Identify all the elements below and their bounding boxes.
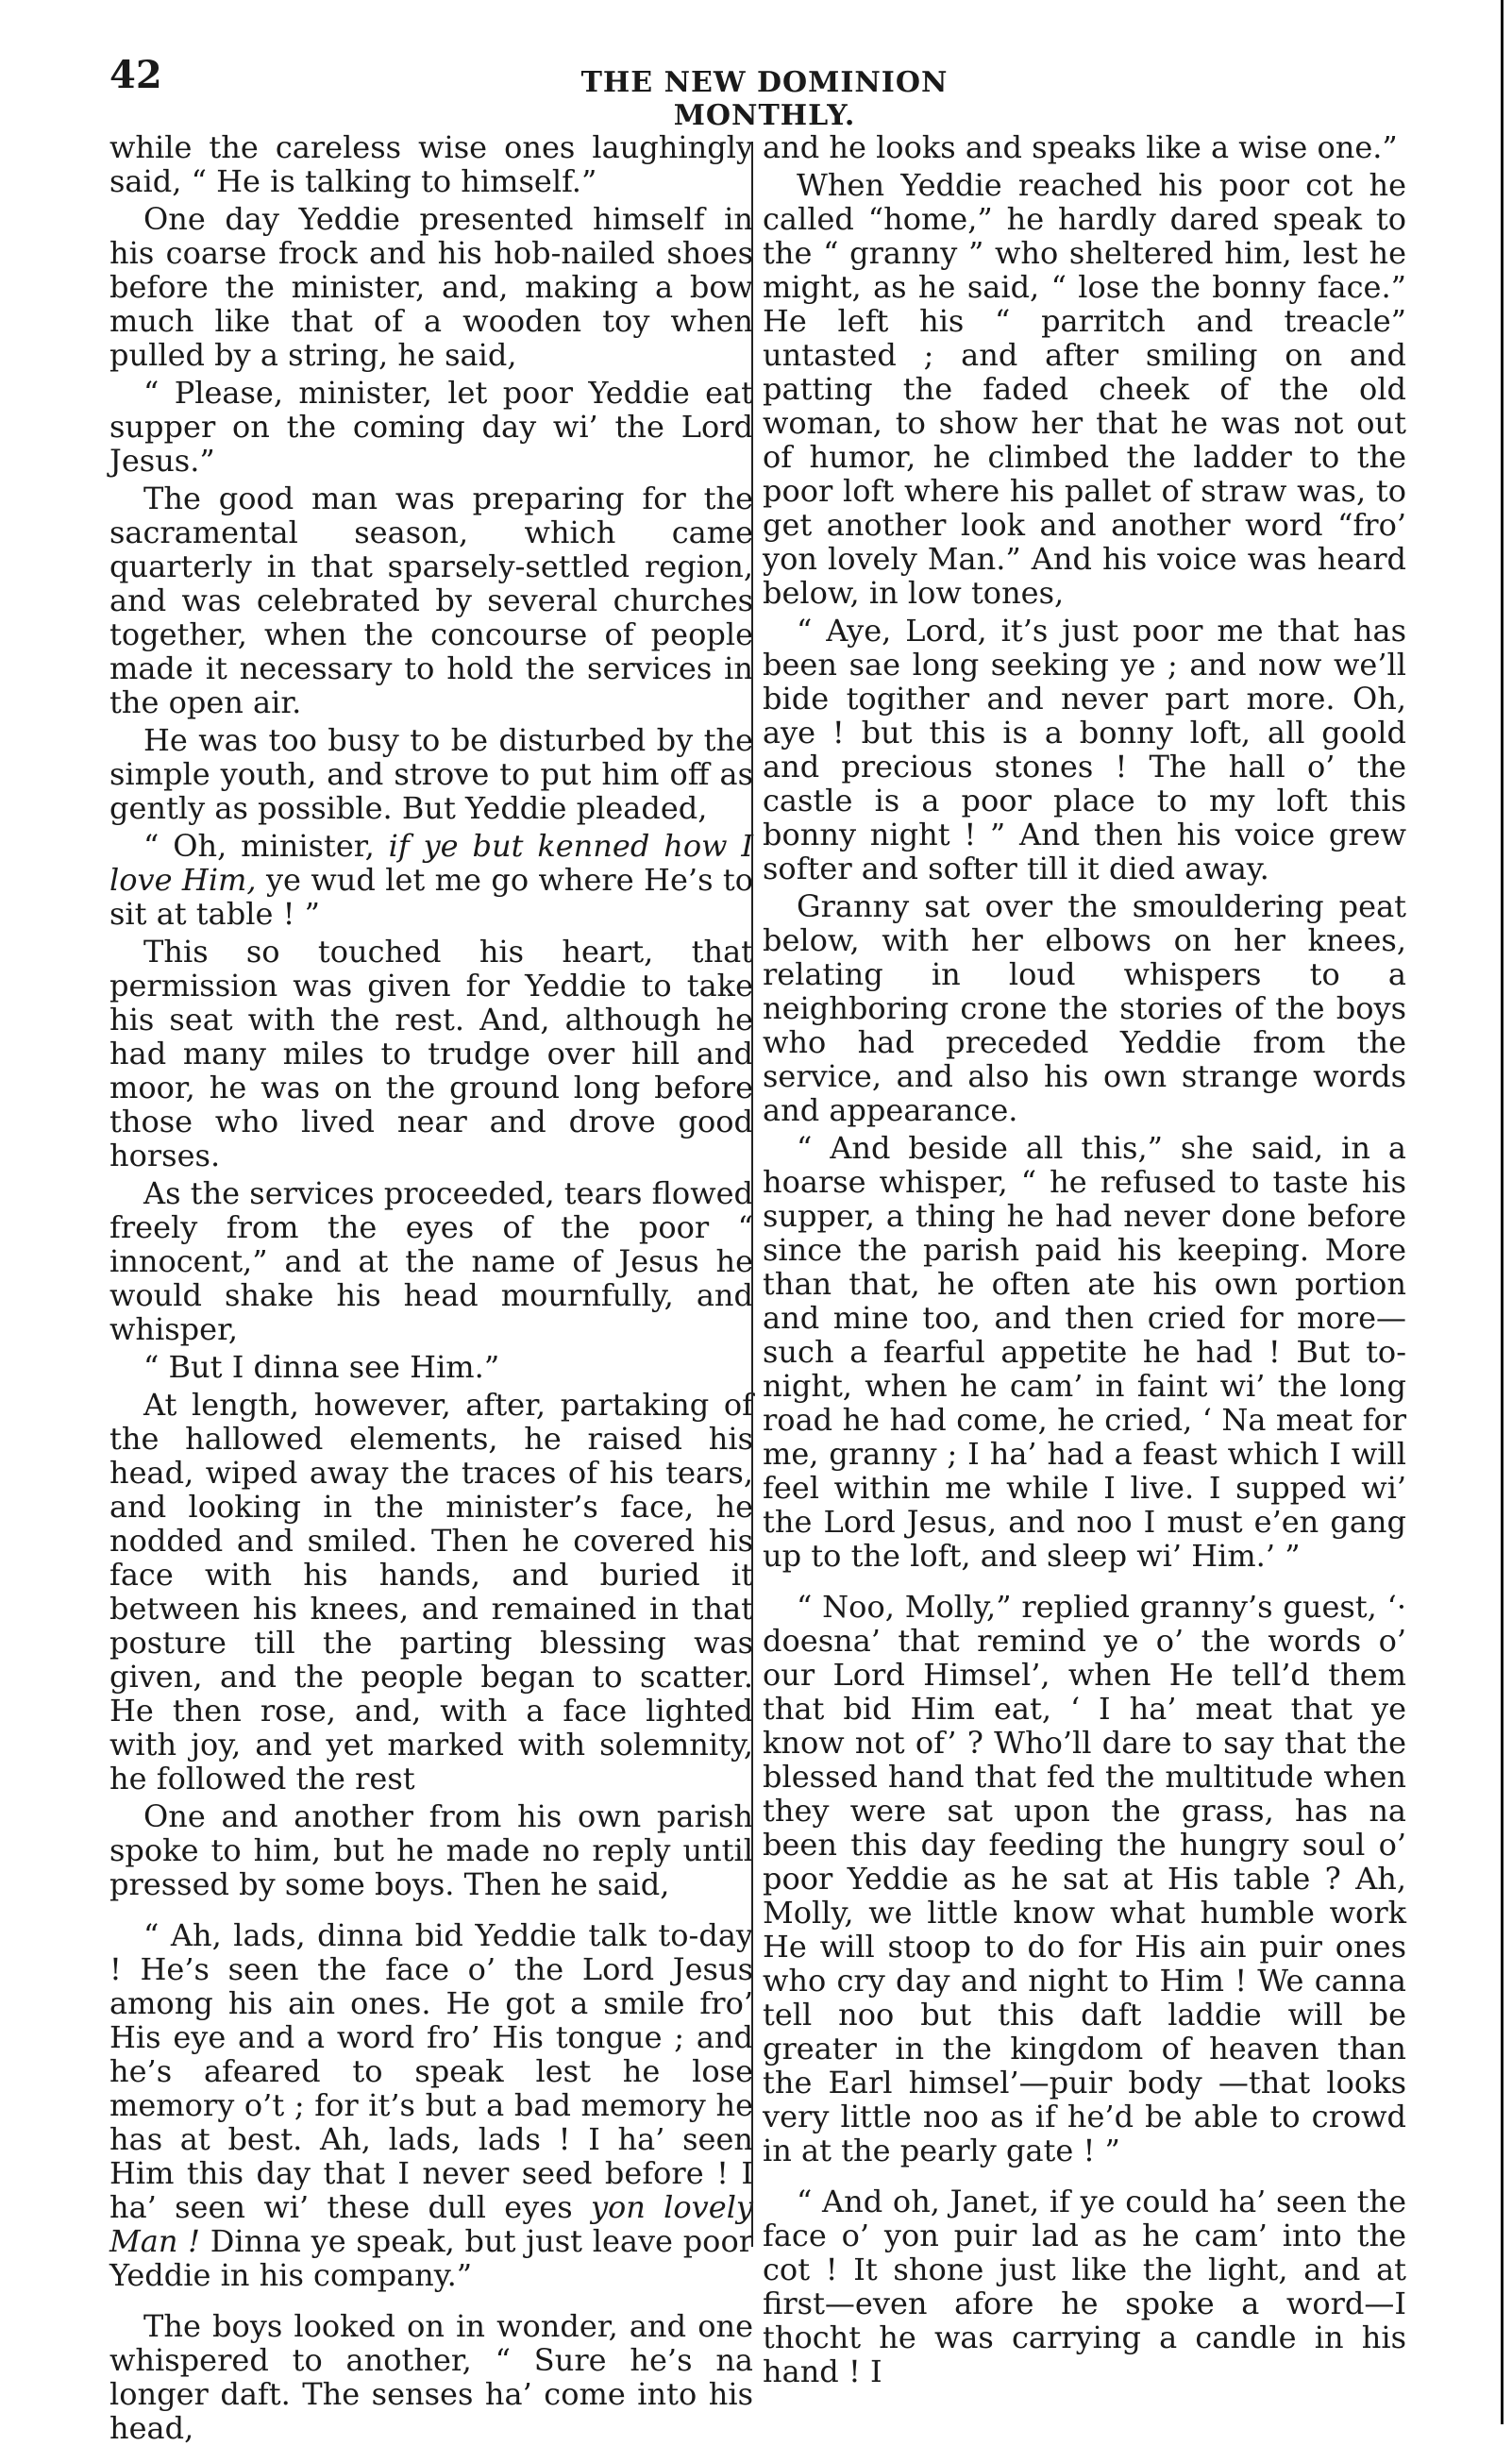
text-run: ye wud let me go where He’s to sit at table ! ”: [109, 862, 754, 932]
paragraph: Granny sat over the smouldering peat below, with her elbows on her knees, relating in loud whispers to a neighboring crone the stories of the boys who had preceded Yeddie from the service, and also his own strange words and appearance.: [763, 888, 1406, 1128]
right-column: [763, 129, 1406, 2389]
italic-phrase: yon lovely Man !: [109, 2189, 754, 2259]
running-title: THE NEW DOMINION MONTHLY.: [580, 66, 949, 132]
paragraph: As the services proceeded, tears flowed freely from the eyes of the poor “ innocent,” and at the name of Jesus he would shake his head mournfully, and whisper,: [109, 1175, 753, 1347]
paragraph: “ Noo, Molly,” replied granny’s guest, ‘· doesna’ that remind ye o’ the words o’ our Lord Himsel’, when He tell’d them that bid Him eat, ‘ I ha’ meat that ye know not of’ ? Who’ll dare to say that the blessed hand that fed the multitude when they were sat upon the grass, has na been this day feeding the hungry soul o’ poor Yeddie as he sat at His table ? Ah, Molly, we little know what humble work He will stoop to do for His ain puir ones who cry day and night to Him ! We canna tell noo but this daft laddie will be greater in the kingdom of heaven than the Earl himsel’—puir body —that looks very little noo as if he’d be able to crowd in at the pearly gate ! ”: [763, 1589, 1406, 2168]
page-edge: [1501, 0, 1504, 2424]
text-run: Dinna ye speak, but just leave poor Yeddie in his company.”: [109, 2223, 754, 2293]
page-number: 42: [109, 53, 162, 97]
paragraph: [109, 829, 753, 931]
paragraph: The good man was preparing for the sacramental season, which came quarterly in that sparsely-settled region, and was celebrated by several churches together, when the concourse of people made it necessary to hold the services in the open air.: [109, 481, 753, 720]
paragraph: “ And beside all this,” she said, in a hoarse whisper, “ he refused to taste his supper, a thing he had never done before since the parish paid his keeping. More than that, he often ate his own portion and mine too, and then cried for more—such a fearful appetite he had ! But to-night, when he cam’ in faint wi’ the long road he had come, he cried, ‘ Na meat for me, granny ; I ha’ had a feast which I will feel within me while I live. I supped wi’ the Lord Jesus, and noo I must e’en gang up to the loft, and sleep wi’ Him.’ ”: [763, 1130, 1406, 1574]
text-run: “ Ah, lads, dinna bid Yeddie talk to-day ! He’s seen the face o’ the Lord Jesus among his ain ones. He got a smile fro’ His eye and a word fro’ His tongue ; and he’s afeared to speak lest he lose memory o’t ; for it’s but a bad memory he has at best. Ah, lads, lads ! I ha’ seen Him this day that I never seed before ! I ha’ seen wi’ these dull eyes: [109, 1917, 753, 2225]
paragraph: This so touched his heart, that permission was given for Yeddie to take his seat with the rest. And, although he had many miles to trudge over hill and moor, he was on the ground long before those who lived near and drove good horses.: [109, 934, 753, 1173]
paragraph: One and another from his own parish spoke to him, but he made no reply until pressed by some boys. Then he said,: [109, 1798, 753, 1902]
paragraph: He was too busy to be disturbed by the simple youth, and strove to put him off as gently as possible. But Yeddie pleaded,: [109, 722, 753, 826]
paragraph: At length, however, after, partaking of the hallowed elements, he raised his head, wiped away the traces of his tears, and looking in the minister’s face, he nodded and smiled. Then he covered his face with his hands, and buried it between his knees, and remained in that posture till the parting blessing was given, and the people began to scatter. He then rose, and, with a face lighted with joy, and yet marked with solemnity, he followed the rest: [109, 1387, 753, 1797]
paragraph: “ Aye, Lord, it’s just poor me that has been sae long seeking ye ; and now we’ll bide togither and never part more. Oh, aye ! but this is a bonny loft, all goold and precious stones ! The hall o’ the castle is a poor place to my loft this bonny night ! ” And then his voice grew softer and softer till it died away.: [763, 613, 1406, 886]
paragraph: while the careless wise ones laughingly said, “ He is talking to himself.”: [109, 129, 753, 199]
paragraph: “ And oh, Janet, if ye could ha’ seen the face o’ yon puir lad as he cam’ into the cot ! It shone just like the light, and at first—even afore he spoke a word—I thocht he was carrying a candle in his hand ! I: [763, 2184, 1406, 2389]
paragraph: “ Please, minister, let poor Yeddie eat supper on the coming day wi’ the Lord Jesus.”: [109, 375, 753, 479]
paragraph: [109, 1918, 753, 2292]
column-divider: [751, 142, 753, 2247]
italic-phrase: if ye but kenned how I love Him,: [109, 828, 754, 898]
paragraph: The boys looked on in wonder, and one whispered to another, “ Sure he’s na longer daft. The senses ha’ come into his head,: [109, 2308, 753, 2446]
paragraph: When Yeddie reached his poor cot he called “home,” he hardly dared speak to the “ granny ” who sheltered him, lest he might, as he said, “ lose the bonny face.” He left his “ parritch and treacle” untasted ; and after smiling on and patting the faded cheek of the old woman, to show her that he was not out of humor, he climbed the ladder to the poor loft where his pallet of straw was, to get another look and another word “fro’ yon lovely Man.” And his voice was heard below, in low tones,: [763, 167, 1406, 611]
left-column: [109, 129, 754, 2446]
paragraph: and he looks and speaks like a wise one.”: [763, 129, 1398, 165]
text-run: “ Oh, minister,: [143, 828, 389, 864]
paragraph: One day Yeddie presented himself in his coarse frock and his hob-nailed shoes before the minister, and, making a bow much like that of a wooden toy when pulled by a string, he said,: [109, 201, 753, 373]
paragraph: “ But I dinna see Him.”: [143, 1349, 500, 1385]
